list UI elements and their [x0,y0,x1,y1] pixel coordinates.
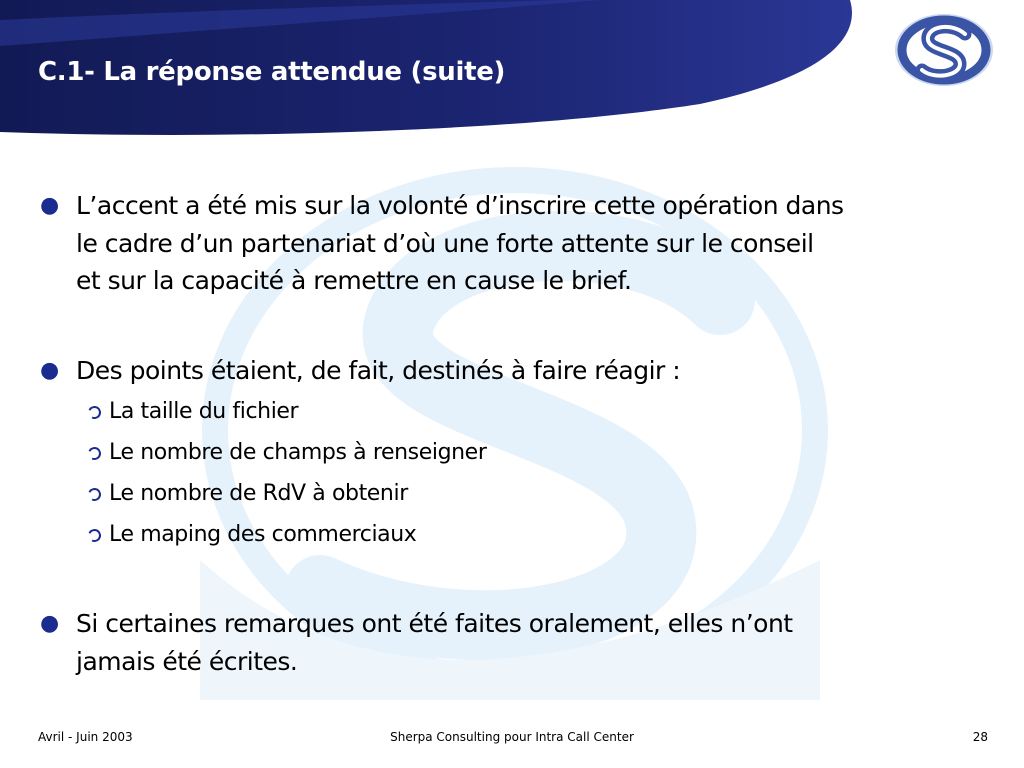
footer-date: Avril - Juin 2003 [38,730,133,744]
sub-bullet-3-text: Le nombre de RdV à obtenir [109,481,408,506]
open-ring-icon [86,486,103,503]
bullet-3-line-1: Si certaines remarques ont été faites oralement, elles n’ont [76,609,793,638]
sub-bullet-2 [88,438,788,468]
sub-bullet-2-text: Le nombre de champs à renseigner [109,440,487,465]
slide-title: C.1- La réponse attendue (suite) [38,57,506,87]
sub-bullet-4-text: Le maping des commerciaux [109,522,417,547]
sub-bullet-1-text: La taille du fichier [109,399,299,424]
sub-bullet-4 [88,520,788,550]
bullet-2-line-1: Des points étaient, de fait, destinés à faire réagir : [76,356,681,385]
filled-dot-icon: ● [40,611,59,636]
bullet-1-line-3: et sur la capacité à remettre en cause le brief. [76,266,632,295]
page-number: 28 [972,730,988,744]
filled-dot-icon: ● [40,193,59,218]
sub-bullet-1 [88,397,788,427]
open-ring-icon [86,527,103,544]
sub-bullet-3 [88,479,788,509]
bullet-3-line-2: jamais été écrites. [76,646,298,676]
bullet-1-line-2: le cadre d’un partenariat d’où une forte attente sur le conseil [76,228,814,258]
open-ring-icon [86,445,103,462]
footer-company: Sherpa Consulting pour Intra Call Center [390,730,634,744]
open-ring-icon [86,404,103,421]
bullet-1-line-1: L’accent a été mis sur la volonté d’inscrire cette opération dans [76,191,844,220]
filled-dot-icon: ● [40,358,59,383]
